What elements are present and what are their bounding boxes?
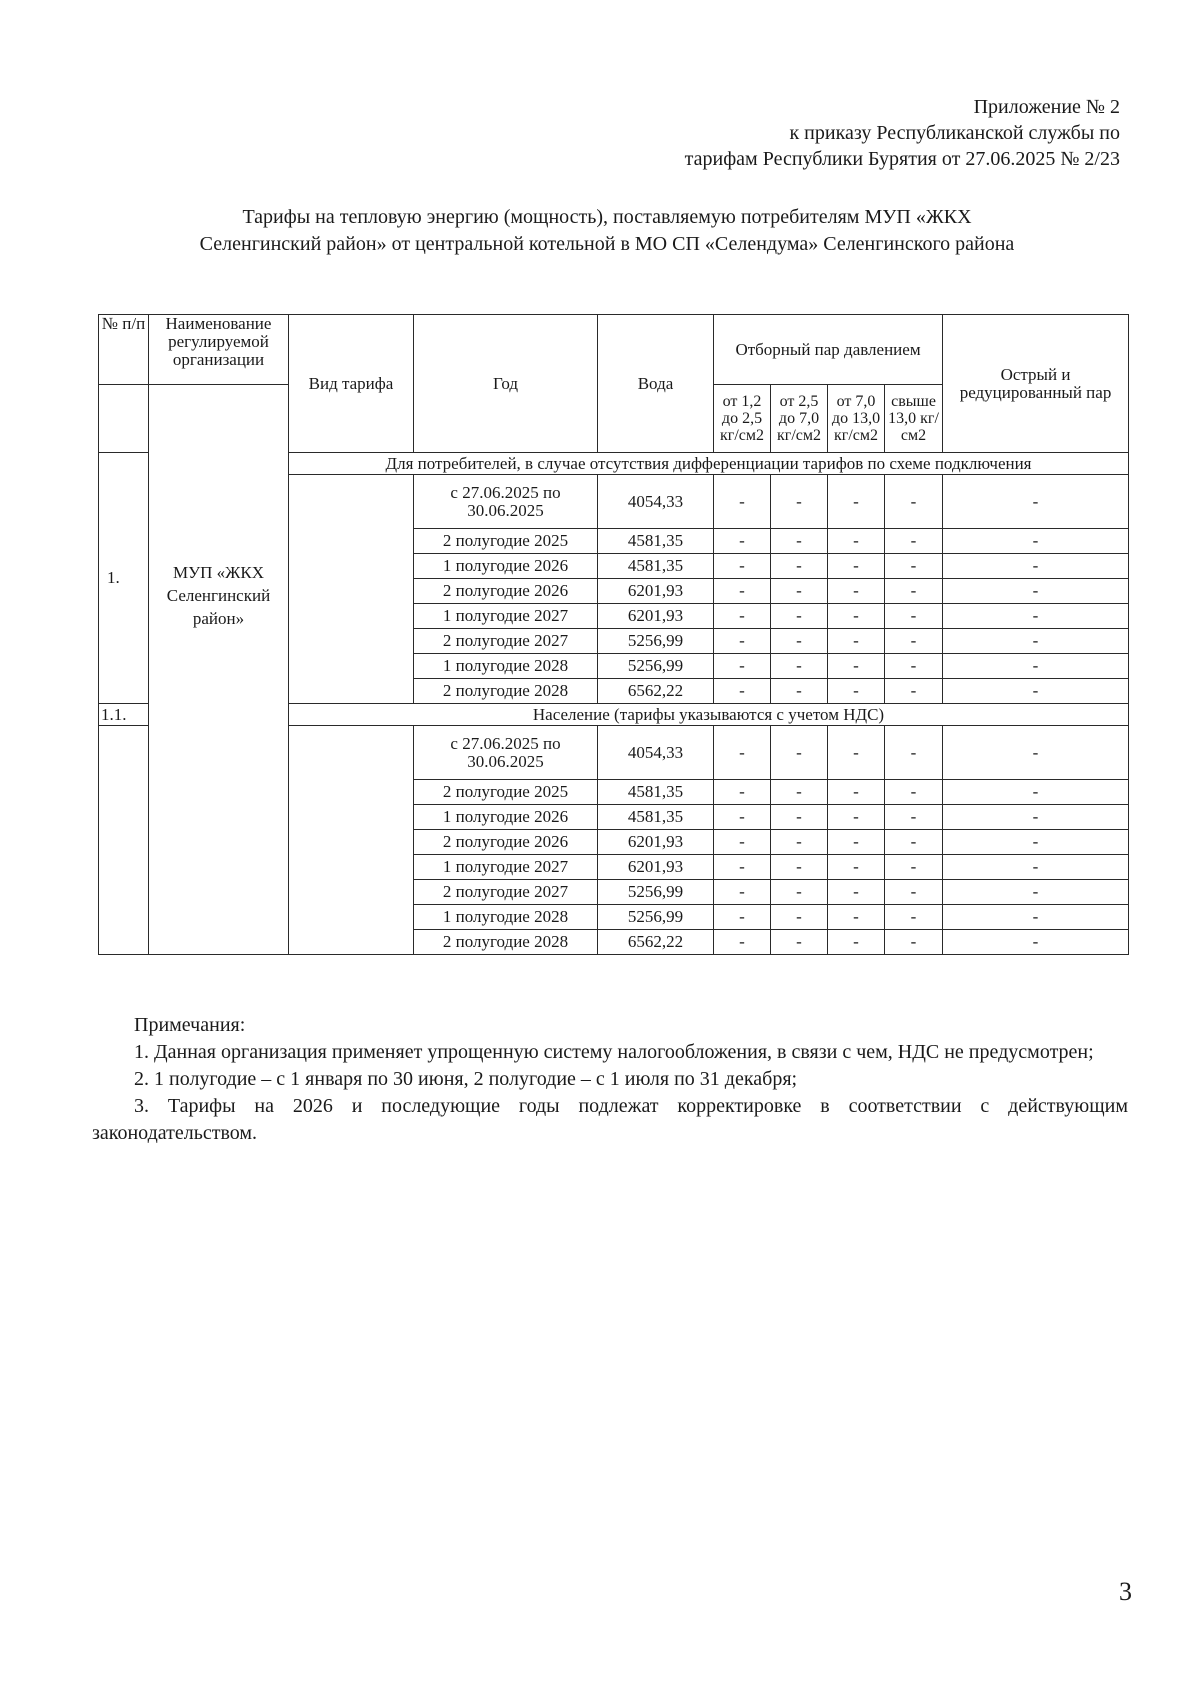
steam-2-cell: - bbox=[771, 654, 828, 679]
header-steam-1: от 1,2 до 2,5 кг/см2 bbox=[714, 385, 771, 453]
steam-4-cell: - bbox=[885, 679, 943, 704]
steam-3-cell: - bbox=[828, 604, 885, 629]
steam-2-cell: - bbox=[771, 930, 828, 955]
steam-4-cell: - bbox=[885, 475, 943, 529]
notes-block bbox=[92, 1012, 1128, 1147]
steam-3-cell: - bbox=[828, 805, 885, 830]
period-cell: 2 полугодие 2025 bbox=[414, 780, 598, 805]
steam-1-cell: - bbox=[714, 604, 771, 629]
steam-2-cell: - bbox=[771, 629, 828, 654]
water-cell: 4054,33 bbox=[598, 475, 714, 529]
steam-1-cell: - bbox=[714, 579, 771, 604]
row-number: 1. bbox=[107, 568, 120, 587]
period-cell: 2 полугодие 2028 bbox=[414, 679, 598, 704]
water-cell: 5256,99 bbox=[598, 880, 714, 905]
page-number: 3 bbox=[1119, 1577, 1132, 1606]
period-cell: 2 полугодие 2025 bbox=[414, 529, 598, 554]
steam-1-cell: - bbox=[714, 726, 771, 780]
steam-4-cell: - bbox=[885, 830, 943, 855]
tariff-type-cell bbox=[289, 726, 414, 955]
water-cell: 6201,93 bbox=[598, 855, 714, 880]
steam-2-cell: - bbox=[771, 579, 828, 604]
sharp-steam-cell: - bbox=[943, 654, 1129, 679]
row-number-cell bbox=[99, 453, 149, 704]
water-cell: 4581,35 bbox=[598, 554, 714, 579]
steam-4-cell: - bbox=[885, 629, 943, 654]
steam-1-cell: - bbox=[714, 905, 771, 930]
steam-3-cell: - bbox=[828, 726, 885, 780]
sharp-steam-cell: - bbox=[943, 855, 1129, 880]
period-cell: 2 полугодие 2028 bbox=[414, 930, 598, 955]
water-cell: 5256,99 bbox=[598, 654, 714, 679]
steam-1-cell: - bbox=[714, 780, 771, 805]
steam-1-cell: - bbox=[714, 930, 771, 955]
sharp-steam-cell: - bbox=[943, 780, 1129, 805]
sharp-steam-cell: - bbox=[943, 880, 1129, 905]
steam-2-cell: - bbox=[771, 880, 828, 905]
steam-4-cell: - bbox=[885, 880, 943, 905]
document-title bbox=[92, 204, 1122, 258]
title-line-1: Тарифы на тепловую энергию (мощность), поставляемую потребителям МУП «ЖКХ bbox=[242, 206, 972, 228]
header-tariff-type: Вид тарифа bbox=[289, 315, 414, 453]
steam-2-cell: - bbox=[771, 855, 828, 880]
steam-2-cell: - bbox=[771, 604, 828, 629]
steam-3-cell: - bbox=[828, 880, 885, 905]
steam-3-cell: - bbox=[828, 930, 885, 955]
steam-3-cell: - bbox=[828, 855, 885, 880]
water-cell: 6201,93 bbox=[598, 579, 714, 604]
sharp-steam-cell: - bbox=[943, 679, 1129, 704]
water-cell: 4581,35 bbox=[598, 805, 714, 830]
period-cell: 2 полугодие 2026 bbox=[414, 830, 598, 855]
water-cell: 6562,22 bbox=[598, 679, 714, 704]
steam-1-cell: - bbox=[714, 629, 771, 654]
steam-4-cell: - bbox=[885, 780, 943, 805]
period-cell: с 27.06.2025 по 30.06.2025 bbox=[414, 726, 598, 780]
water-cell: 6562,22 bbox=[598, 930, 714, 955]
steam-2-cell: - bbox=[771, 726, 828, 780]
steam-4-cell: - bbox=[885, 554, 943, 579]
header-steam-3: от 7,0 до 13,0 кг/см2 bbox=[828, 385, 885, 453]
period-cell: 1 полугодие 2028 bbox=[414, 905, 598, 930]
period-cell: 2 полугодие 2027 bbox=[414, 629, 598, 654]
steam-3-cell: - bbox=[828, 475, 885, 529]
steam-2-cell: - bbox=[771, 554, 828, 579]
row-number: 1.1. bbox=[99, 704, 149, 726]
water-cell: 4581,35 bbox=[598, 529, 714, 554]
steam-3-cell: - bbox=[828, 629, 885, 654]
appendix-line-3: тарифам Республики Бурятия от 27.06.2025 № 2/23 bbox=[684, 148, 1120, 170]
steam-4-cell: - bbox=[885, 855, 943, 880]
steam-3-cell: - bbox=[828, 679, 885, 704]
sharp-steam-cell: - bbox=[943, 604, 1129, 629]
header-row-1 bbox=[99, 315, 1129, 385]
steam-1-cell: - bbox=[714, 529, 771, 554]
steam-2-cell: - bbox=[771, 805, 828, 830]
steam-1-cell: - bbox=[714, 679, 771, 704]
water-cell: 5256,99 bbox=[598, 629, 714, 654]
note-item: 2. 1 полугодие – с 1 января по 30 июня, 2 полугодие – с 1 июля по 31 декабря; bbox=[134, 1068, 798, 1090]
appendix-line-1: Приложение № 2 bbox=[973, 96, 1120, 118]
steam-3-cell: - bbox=[828, 529, 885, 554]
steam-2-cell: - bbox=[771, 475, 828, 529]
steam-1-cell: - bbox=[714, 855, 771, 880]
section-title: Для потребителей, в случае отсутствия дифференциации тарифов по схеме подключения bbox=[289, 453, 1129, 475]
water-cell: 4581,35 bbox=[598, 780, 714, 805]
steam-4-cell: - bbox=[885, 529, 943, 554]
header-org: Наименование регулируемой организации bbox=[149, 315, 289, 385]
sharp-steam-cell: - bbox=[943, 830, 1129, 855]
steam-3-cell: - bbox=[828, 830, 885, 855]
sharp-steam-cell: - bbox=[943, 629, 1129, 654]
tariff-table bbox=[98, 314, 1129, 955]
header-steam-2: от 2,5 до 7,0 кг/см2 bbox=[771, 385, 828, 453]
water-cell: 5256,99 bbox=[598, 905, 714, 930]
steam-4-cell: - bbox=[885, 579, 943, 604]
header-sharp-steam: Острый и редуцированный пар bbox=[943, 315, 1129, 453]
period-cell: 2 полугодие 2027 bbox=[414, 880, 598, 905]
header-num: № п/п bbox=[99, 315, 149, 385]
steam-1-cell: - bbox=[714, 830, 771, 855]
steam-1-cell: - bbox=[714, 805, 771, 830]
note-item: 3. Тарифы на 2026 и последующие годы подлежат корректировке в соответствии с действующим законодательством. bbox=[92, 1095, 1128, 1144]
header-steam-group: Отборный пар давлением bbox=[714, 315, 943, 385]
period-cell: 1 полугодие 2026 bbox=[414, 554, 598, 579]
steam-3-cell: - bbox=[828, 905, 885, 930]
period-cell: 1 полугодие 2027 bbox=[414, 855, 598, 880]
sharp-steam-cell: - bbox=[943, 930, 1129, 955]
sharp-steam-cell: - bbox=[943, 805, 1129, 830]
steam-2-cell: - bbox=[771, 830, 828, 855]
water-cell: 6201,93 bbox=[598, 604, 714, 629]
note-item: 1. Данная организация применяет упрощенную систему налогообложения, в связи с чем, НДС не предусмотрен; bbox=[134, 1041, 1094, 1063]
water-cell: 6201,93 bbox=[598, 830, 714, 855]
steam-4-cell: - bbox=[885, 604, 943, 629]
steam-4-cell: - bbox=[885, 905, 943, 930]
tariff-type-cell bbox=[289, 475, 414, 704]
period-cell: 1 полугодие 2027 bbox=[414, 604, 598, 629]
period-cell: 1 полугодие 2026 bbox=[414, 805, 598, 830]
steam-3-cell: - bbox=[828, 579, 885, 604]
header-water: Вода bbox=[598, 315, 714, 453]
steam-2-cell: - bbox=[771, 679, 828, 704]
period-cell: 1 полугодие 2028 bbox=[414, 654, 598, 679]
sharp-steam-cell: - bbox=[943, 905, 1129, 930]
title-line-2: Селенгинский район» от центральной котельной в МО СП «Селендума» Селенгинского района bbox=[199, 233, 1015, 255]
period-cell: 2 полугодие 2026 bbox=[414, 579, 598, 604]
notes-label: Примечания: bbox=[134, 1014, 246, 1036]
sharp-steam-cell: - bbox=[943, 529, 1129, 554]
steam-3-cell: - bbox=[828, 654, 885, 679]
steam-4-cell: - bbox=[885, 654, 943, 679]
steam-3-cell: - bbox=[828, 554, 885, 579]
header-year: Год bbox=[414, 315, 598, 453]
header-steam-4: свыше 13,0 кг/см2 bbox=[885, 385, 943, 453]
org-name-cell bbox=[149, 385, 289, 955]
steam-4-cell: - bbox=[885, 930, 943, 955]
water-cell: 4054,33 bbox=[598, 726, 714, 780]
org-name: МУП «ЖКХ Селенгинский район» bbox=[166, 563, 271, 628]
period-cell: с 27.06.2025 по 30.06.2025 bbox=[414, 475, 598, 529]
row-number-blank bbox=[99, 726, 149, 955]
steam-1-cell: - bbox=[714, 654, 771, 679]
sharp-steam-cell: - bbox=[943, 554, 1129, 579]
steam-1-cell: - bbox=[714, 475, 771, 529]
steam-4-cell: - bbox=[885, 805, 943, 830]
sharp-steam-cell: - bbox=[943, 579, 1129, 604]
steam-4-cell: - bbox=[885, 726, 943, 780]
steam-1-cell: - bbox=[714, 554, 771, 579]
sharp-steam-cell: - bbox=[943, 726, 1129, 780]
steam-3-cell: - bbox=[828, 780, 885, 805]
header-num-blank bbox=[99, 385, 149, 453]
appendix-header bbox=[685, 94, 1120, 172]
sharp-steam-cell: - bbox=[943, 475, 1129, 529]
steam-1-cell: - bbox=[714, 880, 771, 905]
steam-2-cell: - bbox=[771, 780, 828, 805]
steam-2-cell: - bbox=[771, 529, 828, 554]
section-title: Население (тарифы указываются с учетом НДС) bbox=[289, 704, 1129, 726]
steam-2-cell: - bbox=[771, 905, 828, 930]
appendix-line-2: к приказу Республиканской службы по bbox=[789, 122, 1120, 144]
